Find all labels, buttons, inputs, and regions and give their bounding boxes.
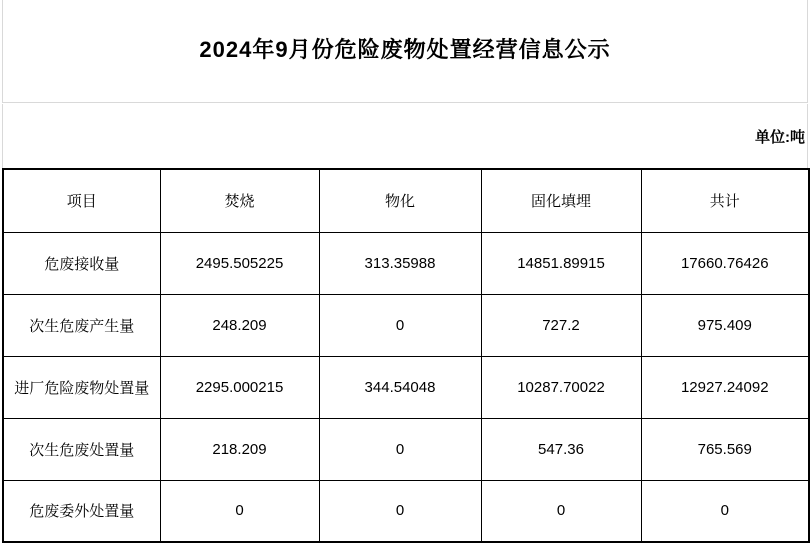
value-cell: 0 xyxy=(319,480,481,542)
row-label: 次生危废产生量 xyxy=(3,294,160,356)
row-label: 危废接收量 xyxy=(3,232,160,294)
page-title: 2024年9月份危险废物处置经营信息公示 xyxy=(199,36,611,62)
value-cell: 218.209 xyxy=(160,418,319,480)
value-cell: 765.569 xyxy=(641,418,809,480)
table-header-row xyxy=(3,169,809,232)
table-row xyxy=(3,356,809,418)
value-cell: 248.209 xyxy=(160,294,319,356)
table-row xyxy=(3,418,809,480)
row-label: 危废委外处置量 xyxy=(3,480,160,542)
value-cell: 14851.89915 xyxy=(481,232,641,294)
unit-label: 单位:吨 xyxy=(755,128,805,146)
value-cell: 344.54048 xyxy=(319,356,481,418)
waste-disposal-table xyxy=(2,168,810,543)
value-cell: 313.35988 xyxy=(319,232,481,294)
header-cell-item: 项目 xyxy=(3,169,160,232)
header-cell-physicochemical: 物化 xyxy=(319,169,481,232)
value-cell: 0 xyxy=(160,480,319,542)
value-cell: 10287.70022 xyxy=(481,356,641,418)
value-cell: 727.2 xyxy=(481,294,641,356)
value-cell: 0 xyxy=(319,418,481,480)
value-cell: 0 xyxy=(319,294,481,356)
header-cell-total: 共计 xyxy=(641,169,809,232)
unit-row xyxy=(2,104,808,168)
table-row xyxy=(3,480,809,542)
table-row xyxy=(3,232,809,294)
row-label: 次生危废处置量 xyxy=(3,418,160,480)
row-label: 进厂危险废物处置量 xyxy=(3,356,160,418)
value-cell: 2495.505225 xyxy=(160,232,319,294)
header-cell-incineration: 焚烧 xyxy=(160,169,319,232)
value-cell: 0 xyxy=(481,480,641,542)
value-cell: 12927.24092 xyxy=(641,356,809,418)
value-cell: 547.36 xyxy=(481,418,641,480)
value-cell: 0 xyxy=(641,480,809,542)
title-cell xyxy=(2,0,808,103)
header-cell-solidification-landfill: 固化填埋 xyxy=(481,169,641,232)
table-row xyxy=(3,294,809,356)
value-cell: 17660.76426 xyxy=(641,232,809,294)
value-cell: 975.409 xyxy=(641,294,809,356)
value-cell: 2295.000215 xyxy=(160,356,319,418)
